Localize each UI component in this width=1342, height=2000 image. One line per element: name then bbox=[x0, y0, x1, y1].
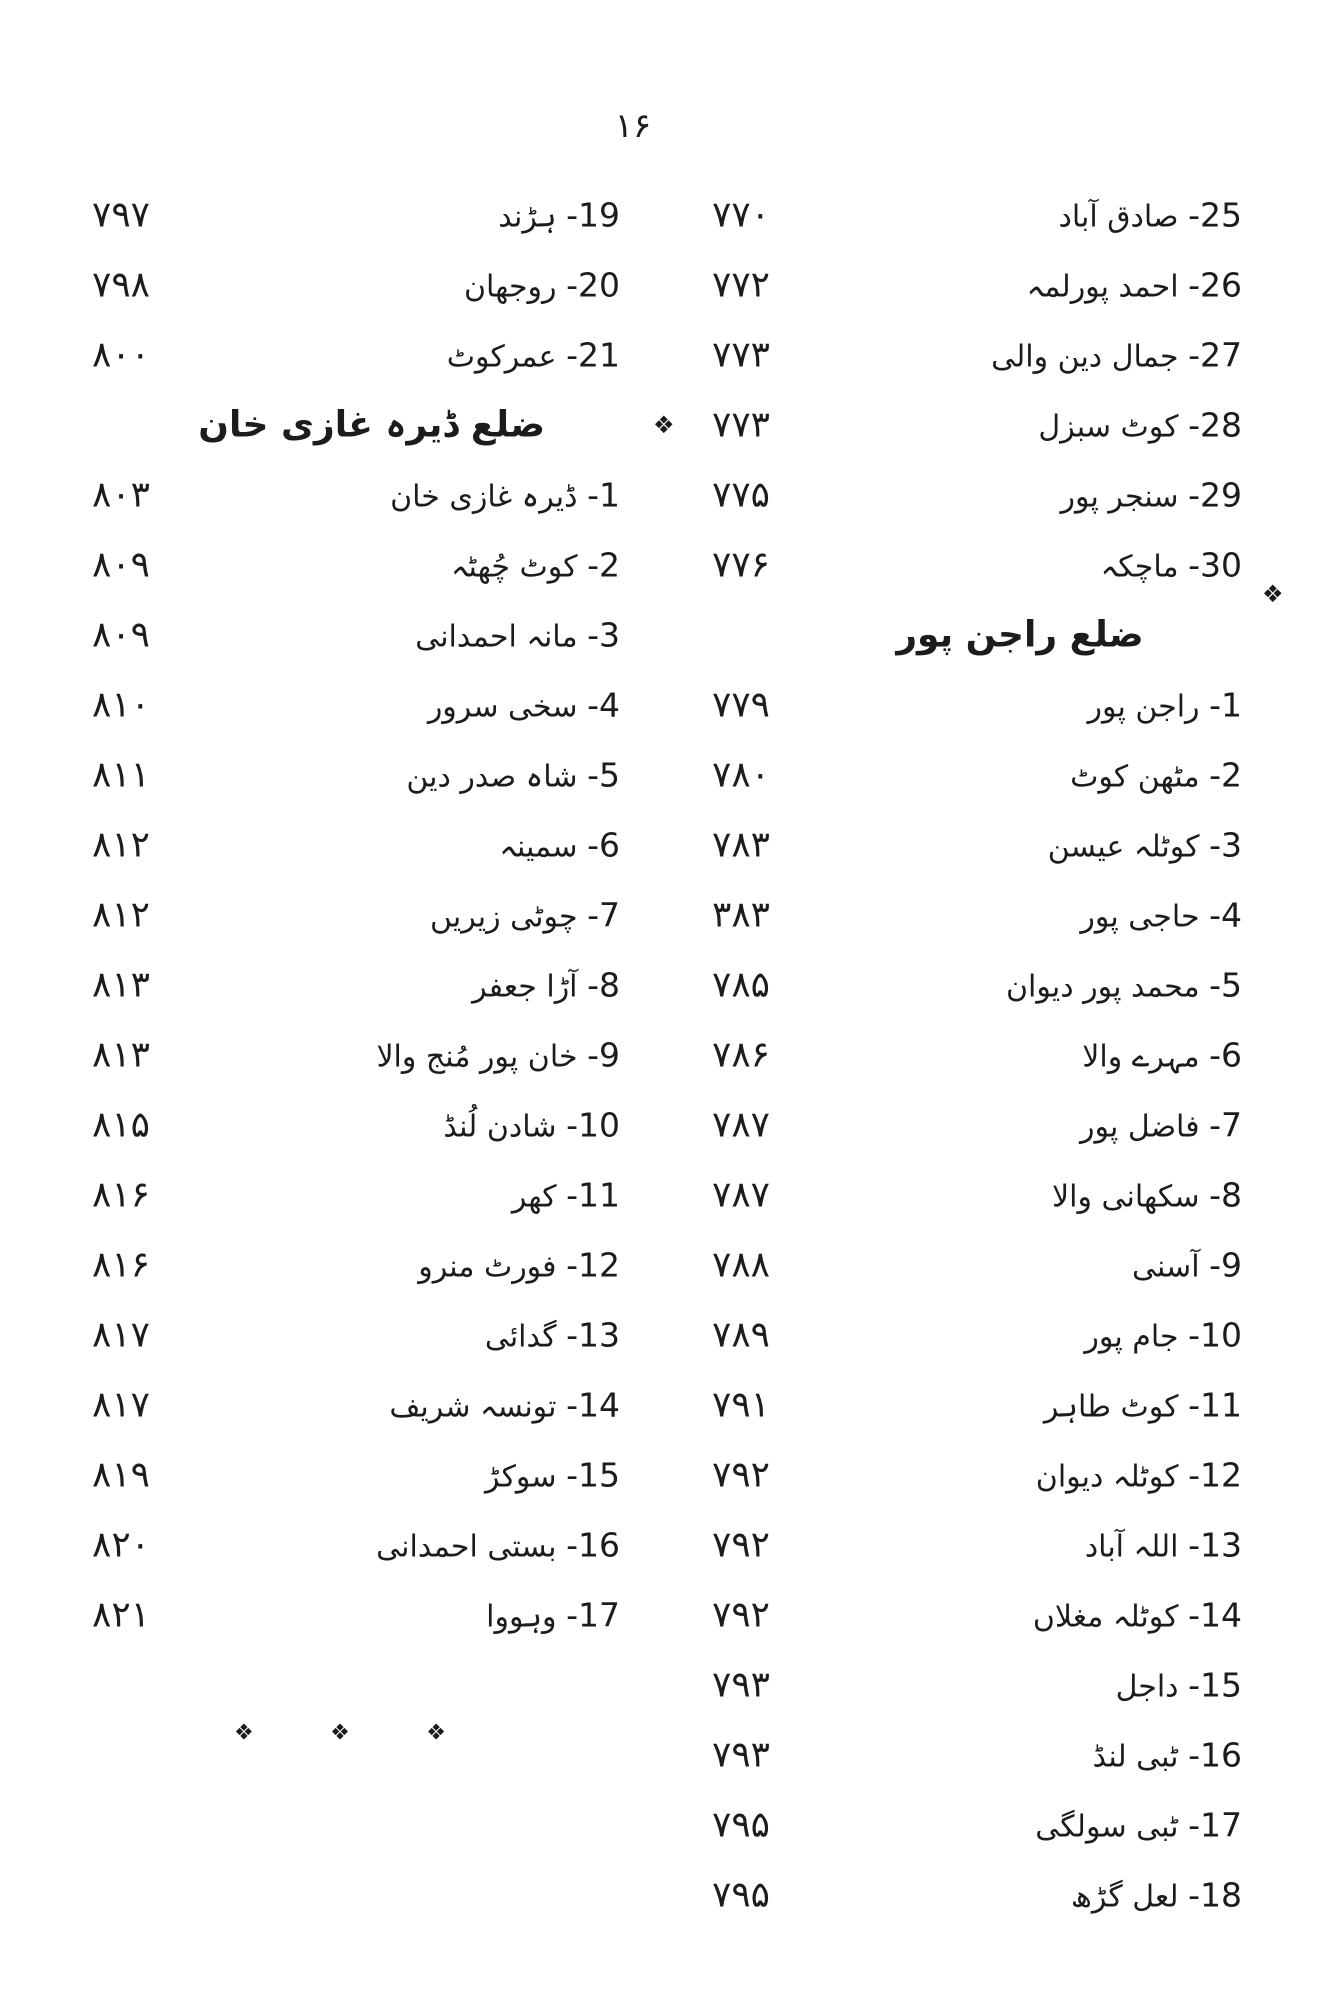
section-ornament-icon: ❖ bbox=[653, 411, 675, 439]
right-entry bbox=[1087, 686, 1242, 725]
entry-name: جام پور bbox=[1084, 1319, 1179, 1355]
entry-name: ٹبی سولگی bbox=[1035, 1809, 1179, 1845]
right-entry bbox=[1132, 1246, 1242, 1285]
entry-number: 5- bbox=[587, 755, 620, 795]
right-page-number: ۷۹۳ bbox=[712, 1734, 771, 1776]
right-page-number: ۷۷۲ bbox=[712, 264, 771, 306]
left-entry bbox=[406, 756, 620, 795]
entry-name: سخی سرور bbox=[427, 689, 578, 725]
left-entry bbox=[376, 1036, 620, 1075]
right-page-number: ۷۸۷ bbox=[712, 1174, 771, 1216]
entry-name: کوٹلہ دیوان bbox=[1035, 1459, 1179, 1495]
entry-name: عمرکوٹ bbox=[446, 339, 557, 375]
right-entry bbox=[1084, 1316, 1242, 1355]
left-entry bbox=[485, 1316, 620, 1355]
right-page-number: ۷۷۹ bbox=[712, 684, 771, 726]
entry-number: 20- bbox=[566, 265, 620, 305]
entry-name: مٹھن کوٹ bbox=[1070, 759, 1200, 795]
entry-number: 17- bbox=[1188, 1805, 1242, 1845]
right-entry bbox=[1027, 266, 1242, 305]
entry-number: 11- bbox=[1188, 1385, 1242, 1425]
entry-name: کوٹ سبزل bbox=[1038, 409, 1179, 445]
entry-number: 26- bbox=[1188, 265, 1242, 305]
right-page-number: ۷۷۶ bbox=[712, 544, 771, 586]
right-entry bbox=[1082, 1036, 1242, 1075]
toc-row bbox=[0, 1090, 1342, 1160]
section-header: ضلع راجن پور bbox=[896, 614, 1144, 656]
entry-name: ماچکہ bbox=[1100, 549, 1179, 585]
left-entry bbox=[499, 826, 620, 865]
entry-number: 12- bbox=[1188, 1455, 1242, 1495]
left-entry bbox=[498, 196, 620, 235]
left-entry bbox=[430, 896, 620, 935]
right-page-number: ۷۸۶ bbox=[712, 1034, 771, 1076]
left-entry bbox=[451, 546, 620, 585]
right-page-number: ۷۹۲ bbox=[712, 1454, 771, 1496]
right-entry bbox=[1048, 826, 1242, 865]
toc-row bbox=[0, 1860, 1342, 1930]
right-entry bbox=[991, 336, 1242, 375]
section-ornament-icon: ❖ bbox=[1262, 580, 1284, 608]
entry-number: 9- bbox=[1209, 1245, 1242, 1285]
entry-number: 14- bbox=[1188, 1595, 1242, 1635]
left-page-number: ۸۱۳ bbox=[92, 1034, 151, 1076]
entry-name: سوکڑ bbox=[485, 1459, 557, 1495]
right-entry bbox=[1080, 896, 1242, 935]
entry-number: 13- bbox=[1188, 1525, 1242, 1565]
entry-name: راجن پور bbox=[1087, 689, 1200, 725]
entry-number: 7- bbox=[1209, 1105, 1242, 1145]
left-page-number: ۸۱۶ bbox=[92, 1174, 151, 1216]
left-page-number: ۸۱۹ bbox=[92, 1454, 151, 1496]
entry-name: فاضل پور bbox=[1079, 1109, 1200, 1145]
right-page-number: ۷۹۳ bbox=[712, 1664, 771, 1706]
toc-row bbox=[0, 1230, 1342, 1300]
toc-row bbox=[0, 1300, 1342, 1370]
entry-number: 1- bbox=[587, 475, 620, 515]
entry-name: احمد پورلمہ bbox=[1026, 269, 1179, 305]
entry-number: 8- bbox=[587, 965, 620, 1005]
right-page-number: ۷۹۱ bbox=[712, 1384, 771, 1426]
right-page-number: ۷۷۳ bbox=[712, 334, 771, 376]
toc-row bbox=[0, 250, 1342, 320]
right-entry bbox=[1080, 1106, 1242, 1145]
entry-number: 27- bbox=[1188, 335, 1242, 375]
entry-number: 11- bbox=[566, 1175, 620, 1215]
entry-number: 16- bbox=[566, 1525, 620, 1565]
right-page-number: ۷۹۵ bbox=[712, 1874, 771, 1916]
entry-number: 29- bbox=[1188, 475, 1242, 515]
entry-number: 15- bbox=[566, 1455, 620, 1495]
folio-page-number: ۱۶ bbox=[614, 106, 652, 146]
entry-name: ڈیرہ غازی خان bbox=[390, 479, 578, 515]
left-page-number: ۸۱۷ bbox=[92, 1314, 151, 1356]
entry-number: 17- bbox=[566, 1595, 620, 1635]
entry-number: 12- bbox=[566, 1245, 620, 1285]
right-entry bbox=[1116, 1666, 1242, 1705]
entry-name: آسنی bbox=[1132, 1249, 1200, 1285]
entry-number: 6- bbox=[587, 825, 620, 865]
left-page-number: ۷۹۷ bbox=[92, 194, 151, 236]
entry-name: تونسہ شریف bbox=[389, 1389, 557, 1425]
entry-name: خان پور مُنج والا bbox=[376, 1039, 578, 1075]
left-entry bbox=[389, 1386, 620, 1425]
entry-number: 16- bbox=[1188, 1735, 1242, 1775]
left-entry bbox=[415, 616, 620, 655]
entry-number: 5- bbox=[1209, 965, 1242, 1005]
right-entry bbox=[1044, 1386, 1242, 1425]
entry-number: 4- bbox=[587, 685, 620, 725]
entry-number: 7- bbox=[587, 895, 620, 935]
toc-row bbox=[0, 880, 1342, 950]
right-entry bbox=[1033, 1596, 1242, 1635]
entry-name: آڑا جعفر bbox=[472, 969, 578, 1005]
right-entry bbox=[1035, 1806, 1242, 1845]
left-page-number: ۸۰۹ bbox=[92, 544, 151, 586]
left-entry bbox=[512, 1176, 620, 1215]
toc-row bbox=[0, 580, 1342, 670]
right-page-number: ۷۸۹ bbox=[712, 1314, 771, 1356]
entry-name: اللہ آباد bbox=[1084, 1529, 1179, 1565]
entry-name: کوٹ چُھٹہ bbox=[450, 549, 578, 585]
entry-number: 4- bbox=[1209, 895, 1242, 935]
entry-number: 3- bbox=[1209, 825, 1242, 865]
entry-name: کوٹلہ مغلاں bbox=[1032, 1599, 1179, 1635]
right-page-number: ۷۷۳ bbox=[712, 404, 771, 446]
entry-number: 15- bbox=[1188, 1665, 1242, 1705]
right-page-number: ۷۸۰ bbox=[712, 754, 771, 796]
entry-number: 3- bbox=[587, 615, 620, 655]
entry-number: 2- bbox=[1209, 755, 1242, 795]
entry-name: محمد پور دیوان bbox=[1006, 969, 1200, 1005]
entry-name: مہرے والا bbox=[1082, 1039, 1200, 1075]
left-page-number: ۸۰۳ bbox=[92, 474, 151, 516]
right-entry bbox=[1006, 966, 1242, 1005]
entry-number: 30- bbox=[1188, 545, 1242, 585]
toc-row bbox=[0, 1440, 1342, 1510]
entry-name: مانہ احمدانی bbox=[415, 619, 578, 655]
right-page-number: ۷۸۸ bbox=[712, 1244, 771, 1286]
entry-name: لعل گڑھ bbox=[1070, 1879, 1179, 1915]
entry-name: صادق آباد bbox=[1058, 199, 1179, 235]
toc-row bbox=[0, 530, 1342, 600]
entry-name: روجھان bbox=[464, 269, 557, 305]
right-page-number: ۷۸۵ bbox=[712, 964, 771, 1006]
left-entry bbox=[447, 336, 620, 375]
right-entry bbox=[1038, 406, 1242, 445]
entry-number: 14- bbox=[566, 1385, 620, 1425]
entry-number: 10- bbox=[566, 1105, 620, 1145]
end-ornaments bbox=[234, 1721, 446, 1746]
entry-name: ٹبی لنڈ bbox=[1092, 1739, 1179, 1775]
entry-name: کوٹلہ عیسن bbox=[1047, 829, 1200, 865]
entry-name: وہووا bbox=[486, 1599, 557, 1635]
entry-name: داجل bbox=[1115, 1669, 1179, 1705]
toc-row bbox=[0, 740, 1342, 810]
entry-name: ہڑند bbox=[498, 199, 557, 235]
right-page-number: ۷۹۲ bbox=[712, 1594, 771, 1636]
left-page-number: ۸۱۷ bbox=[92, 1384, 151, 1426]
right-entry bbox=[1061, 476, 1242, 515]
toc-row bbox=[0, 390, 1342, 460]
left-page-number: ۷۹۸ bbox=[92, 264, 151, 306]
entry-number: 9- bbox=[587, 1035, 620, 1075]
left-page-number: ۸۲۱ bbox=[92, 1594, 151, 1636]
entry-name: گدائی bbox=[484, 1319, 557, 1355]
right-entry bbox=[1070, 756, 1242, 795]
entry-number: 6- bbox=[1209, 1035, 1242, 1075]
entry-number: 21- bbox=[566, 335, 620, 375]
right-entry bbox=[1036, 1456, 1242, 1495]
entry-name: شاہ صدر دین bbox=[406, 759, 578, 795]
right-page-number: ۷۸۷ bbox=[712, 1104, 771, 1146]
left-page-number: ۸۱۳ bbox=[92, 964, 151, 1006]
end-ornament-icon: ❖ bbox=[330, 1720, 350, 1746]
left-entry bbox=[443, 1106, 620, 1145]
entry-name: حاجی پور bbox=[1080, 899, 1200, 935]
left-page-number: ۸۰۹ bbox=[92, 614, 151, 656]
toc-row bbox=[0, 1510, 1342, 1580]
toc-row bbox=[0, 1020, 1342, 1090]
entry-name: چوٹی زیریں bbox=[430, 899, 578, 935]
right-entry bbox=[1052, 1176, 1242, 1215]
right-entry bbox=[1101, 546, 1242, 585]
toc-row bbox=[0, 950, 1342, 1020]
left-page-number: ۸۱۶ bbox=[92, 1244, 151, 1286]
entry-number: 25- bbox=[1188, 195, 1242, 235]
entry-number: 19- bbox=[566, 195, 620, 235]
entry-name: جمال دین والی bbox=[991, 339, 1179, 375]
left-entry bbox=[486, 1596, 620, 1635]
left-entry bbox=[428, 686, 620, 725]
left-page-number: ۸۱۵ bbox=[92, 1104, 151, 1146]
left-page-number: ۸۱۱ bbox=[92, 754, 151, 796]
toc-row bbox=[0, 1650, 1342, 1720]
toc-row bbox=[0, 670, 1342, 740]
right-page-number: ۷۸۳ bbox=[712, 824, 771, 866]
entry-number: 2- bbox=[587, 545, 620, 585]
entry-name: فورٹ منرو bbox=[418, 1249, 557, 1285]
toc-row bbox=[0, 320, 1342, 390]
entry-name: کوٹ طاہر bbox=[1043, 1389, 1179, 1425]
left-page-number: ۸۱۲ bbox=[92, 894, 151, 936]
left-page-number: ۸۱۰ bbox=[92, 684, 151, 726]
toc-row bbox=[0, 1160, 1342, 1230]
left-page-number: ۸۱۲ bbox=[92, 824, 151, 866]
left-entry bbox=[376, 1526, 620, 1565]
toc-row bbox=[0, 810, 1342, 880]
toc-row bbox=[0, 460, 1342, 530]
entry-name: سنجر پور bbox=[1060, 479, 1179, 515]
entry-name: بستی احمدانی bbox=[376, 1529, 557, 1565]
entry-name: شادن لُنڈ bbox=[443, 1109, 557, 1145]
entry-name: سکھانی والا bbox=[1052, 1179, 1200, 1215]
left-page-number: ۸۲۰ bbox=[92, 1524, 151, 1566]
left-entry bbox=[485, 1456, 620, 1495]
entry-name: کھر bbox=[511, 1179, 557, 1215]
entry-number: 10- bbox=[1188, 1315, 1242, 1355]
end-ornament-icon: ❖ bbox=[234, 1720, 254, 1746]
entry-number: 13- bbox=[566, 1315, 620, 1355]
entry-name: سمینہ bbox=[499, 829, 578, 865]
right-page-number: ۷۹۵ bbox=[712, 1804, 771, 1846]
toc-row bbox=[0, 1720, 1342, 1790]
right-entry bbox=[1071, 1876, 1242, 1915]
right-page-number: ۷۷۰ bbox=[712, 194, 771, 236]
left-entry bbox=[472, 966, 620, 1005]
right-page-number: ۳۸۳ bbox=[712, 894, 771, 936]
end-ornament-icon: ❖ bbox=[426, 1720, 446, 1746]
section-header: ضلع ڈیرہ غازی خان bbox=[198, 404, 545, 446]
left-entry bbox=[464, 266, 620, 305]
right-entry bbox=[1093, 1736, 1242, 1775]
entry-number: 8- bbox=[1209, 1175, 1242, 1215]
right-entry bbox=[1085, 1526, 1242, 1565]
entry-number: 28- bbox=[1188, 405, 1242, 445]
entry-number: 18- bbox=[1188, 1875, 1242, 1915]
toc-row bbox=[0, 180, 1342, 250]
toc-row bbox=[0, 1580, 1342, 1650]
entry-number: 1- bbox=[1209, 685, 1242, 725]
right-page-number: ۷۹۲ bbox=[712, 1524, 771, 1566]
toc-row bbox=[0, 1370, 1342, 1440]
right-entry bbox=[1059, 196, 1242, 235]
toc-row bbox=[0, 1790, 1342, 1860]
right-page-number: ۷۷۵ bbox=[712, 474, 771, 516]
left-page-number: ۸۰۰ bbox=[92, 334, 151, 376]
left-entry bbox=[418, 1246, 620, 1285]
left-entry bbox=[390, 476, 620, 515]
